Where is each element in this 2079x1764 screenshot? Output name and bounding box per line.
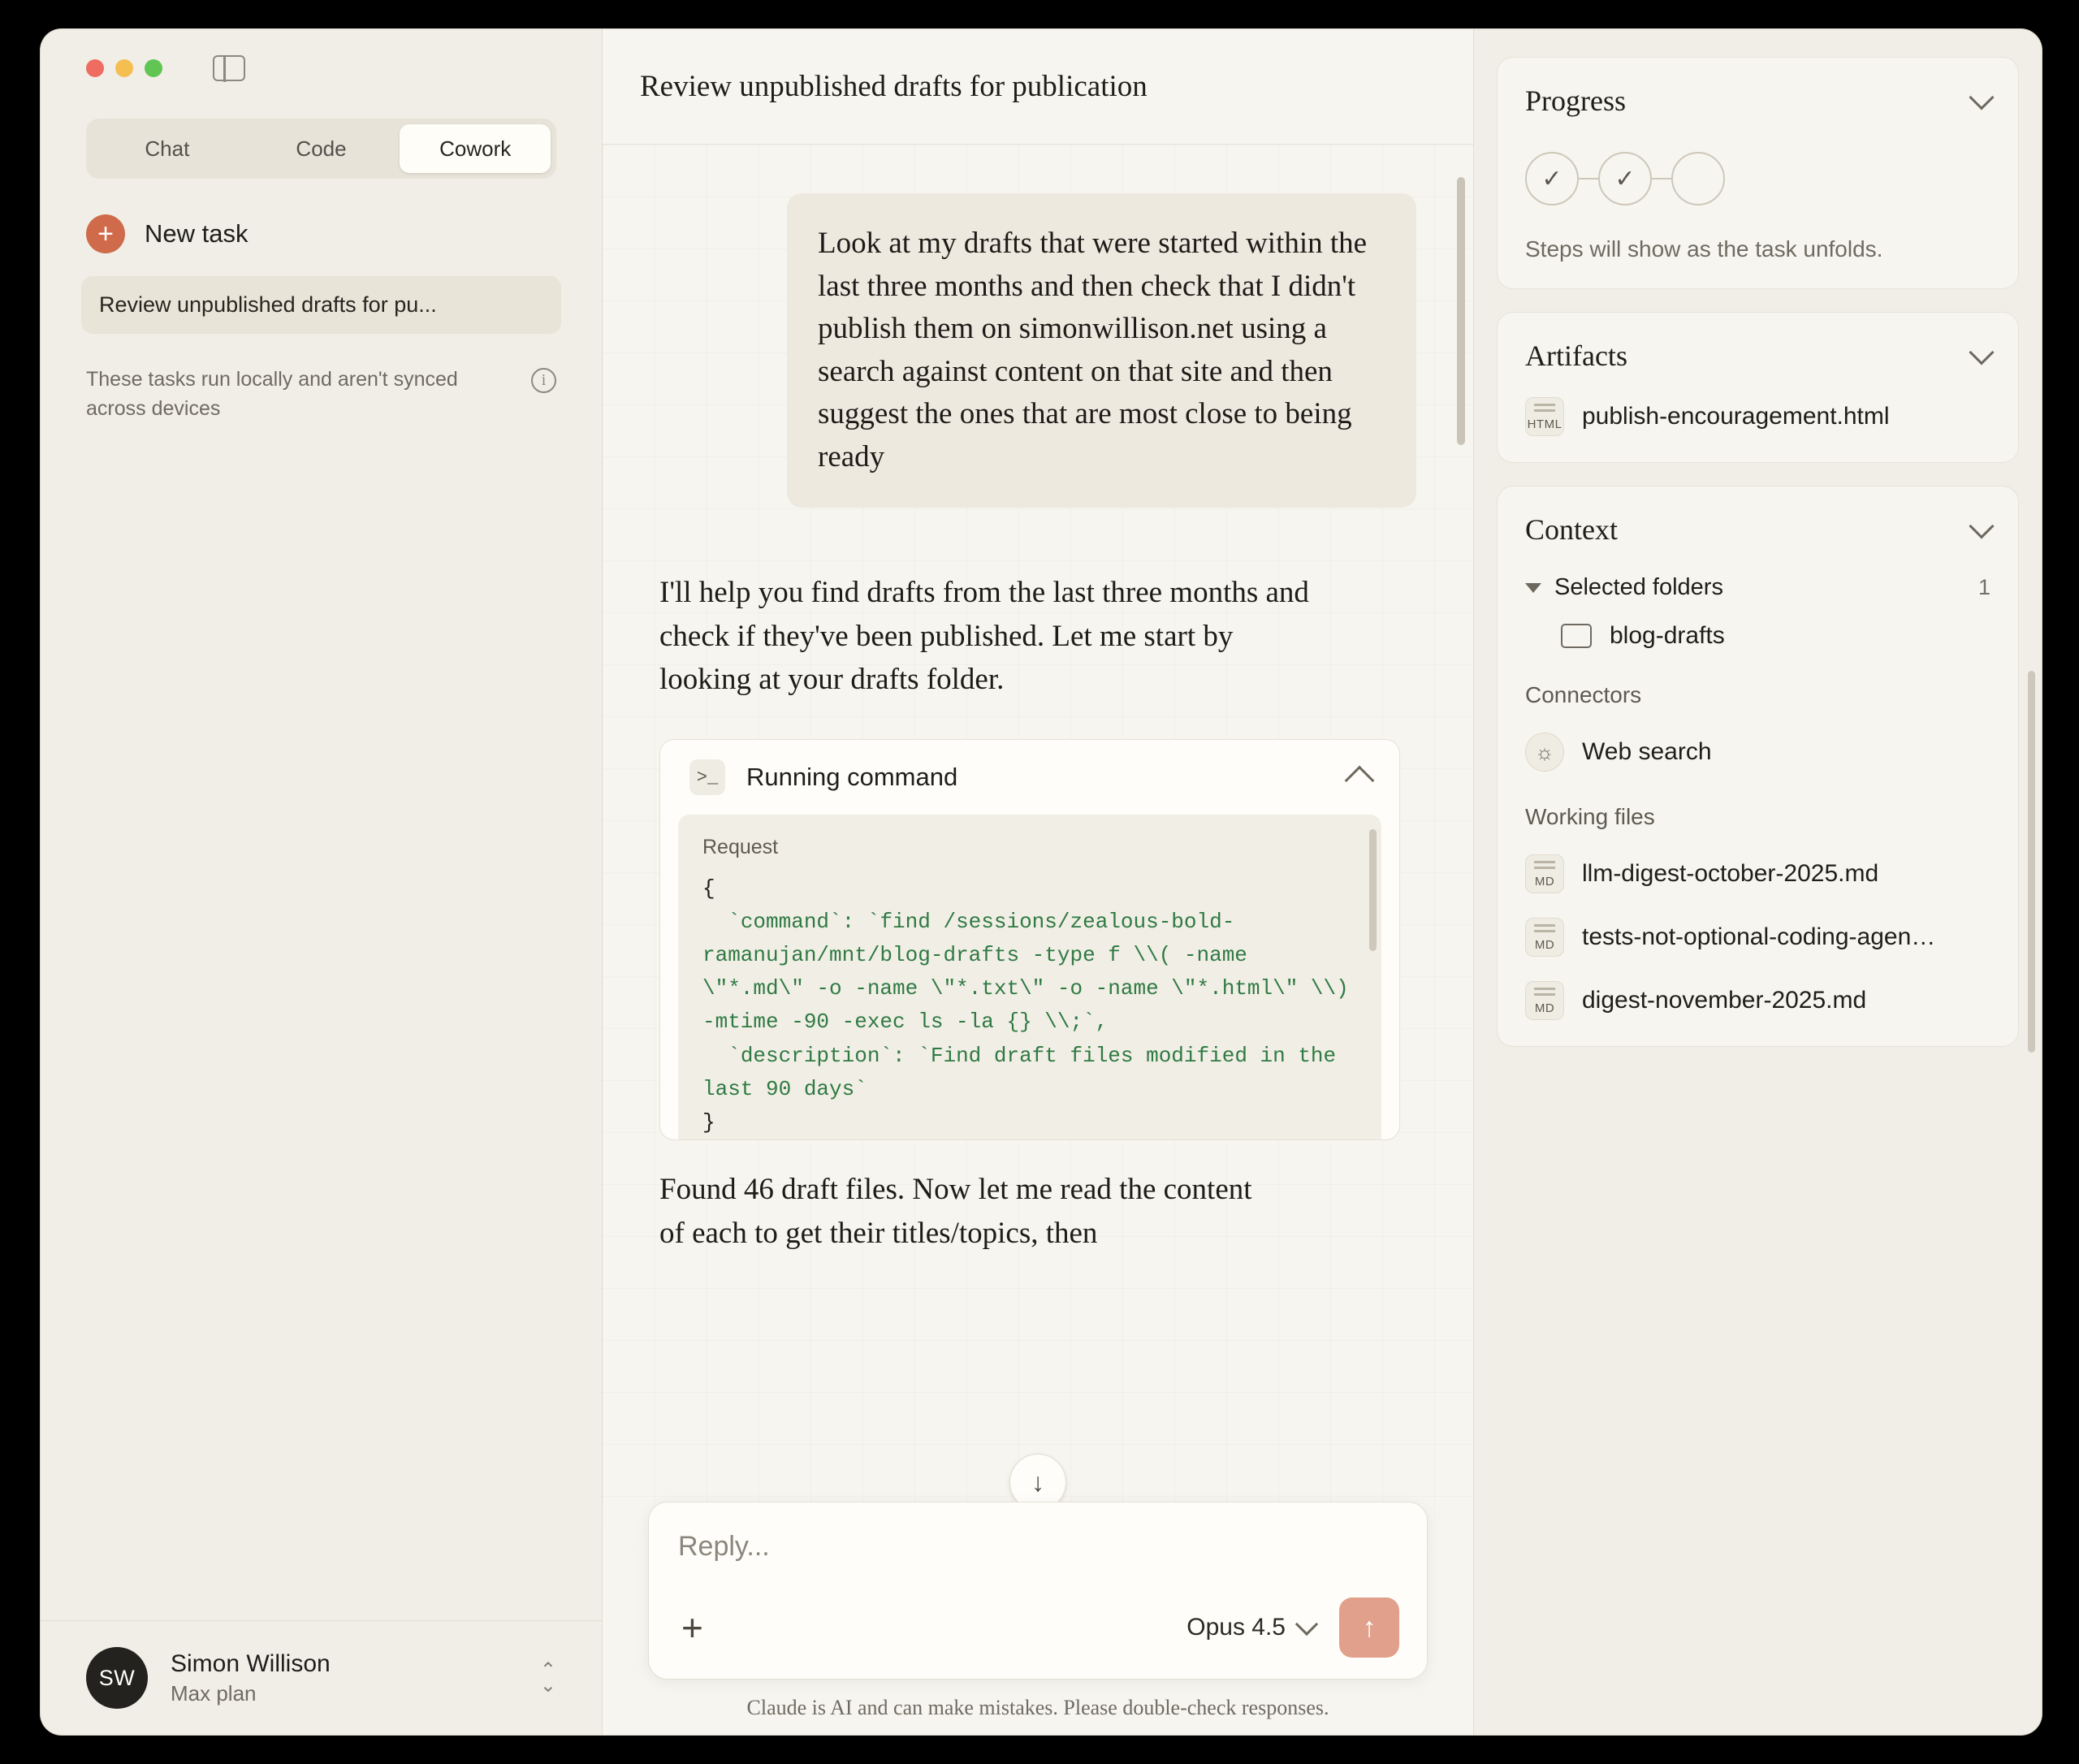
user-info bbox=[171, 1650, 331, 1706]
task-list-item[interactable] bbox=[81, 276, 561, 334]
app-window bbox=[41, 29, 2042, 1735]
tab-code[interactable]: Code bbox=[246, 124, 397, 173]
task-list-item-label: Review unpublished drafts for pu... bbox=[99, 292, 437, 317]
md-file-icon: MD bbox=[1525, 918, 1564, 957]
connectors-label: Connectors bbox=[1525, 682, 1642, 707]
sidebar bbox=[41, 29, 603, 1735]
code-line-1: `command`: `find /sessions/zealous-bold-ramanujan/mnt/blog-drafts -type f \\( -name \"*.md\" -o -name \"*.txt\" -o -name \"*.html\" \\) -mtime -90 -exec ls -la {} \\;`, bbox=[702, 910, 1362, 1035]
progress-title: Progress bbox=[1525, 84, 1626, 117]
composer-toolbar bbox=[676, 1598, 1399, 1658]
working-file-item[interactable] bbox=[1525, 918, 1990, 957]
sync-note bbox=[86, 365, 556, 424]
context-folder-name: blog-drafts bbox=[1610, 622, 1725, 649]
working-file-name: llm-digest-october-2025.md bbox=[1582, 860, 1879, 887]
chevron-down-icon[interactable] bbox=[1969, 339, 1994, 365]
request-label: Request bbox=[702, 836, 779, 859]
tab-cowork[interactable]: Cowork bbox=[400, 124, 551, 173]
tool-call-card[interactable] bbox=[659, 739, 1400, 1140]
model-selector[interactable] bbox=[1186, 1614, 1315, 1641]
selected-folders-toggle[interactable] bbox=[1525, 574, 1990, 601]
sync-note-text: These tasks run locally and aren't synced across devices bbox=[86, 368, 458, 421]
md-file-icon: MD bbox=[1525, 981, 1564, 1020]
chevron-up-icon[interactable] bbox=[1345, 766, 1375, 796]
tool-call-header[interactable] bbox=[660, 740, 1399, 815]
mode-tabs bbox=[86, 119, 556, 179]
folder-icon bbox=[1561, 624, 1592, 648]
artifact-item[interactable] bbox=[1525, 397, 1990, 436]
tool-call-body bbox=[678, 815, 1381, 1139]
minimize-window-button[interactable] bbox=[115, 59, 133, 77]
conversation-content bbox=[603, 193, 1473, 1255]
assistant-message: I'll help you find drafts from the last three months and check if they've been published. Let me start by looking at your drafts folder. bbox=[659, 576, 1309, 697]
progress-step-link bbox=[1652, 178, 1671, 179]
user-message: Look at my drafts that were started within the last three months and then check that I didn't publish them on simonwillison.net using a search against content on that site and then suggest the ones that are most close to being ready bbox=[787, 193, 1416, 508]
code-line-2: `description`: `Find draft files modified in the last 90 days` bbox=[702, 1043, 1349, 1101]
context-card-header[interactable] bbox=[1525, 512, 1990, 547]
plus-icon: + bbox=[86, 214, 125, 253]
artifacts-title: Artifacts bbox=[1525, 339, 1627, 372]
chevron-down-icon[interactable] bbox=[1969, 84, 1994, 110]
composer[interactable] bbox=[648, 1502, 1428, 1680]
artifact-name: publish-encouragement.html bbox=[1582, 403, 1890, 430]
send-button[interactable]: ↑ bbox=[1339, 1598, 1399, 1658]
main-panel bbox=[603, 29, 1473, 1735]
progress-steps bbox=[1525, 152, 1990, 205]
progress-step-1: ✓ bbox=[1525, 152, 1579, 205]
progress-card bbox=[1497, 57, 2019, 289]
connector-name: Web search bbox=[1582, 738, 1712, 765]
working-file-name: digest-november-2025.md bbox=[1582, 987, 1867, 1014]
code-line-0: { bbox=[702, 876, 715, 901]
right-panel-scrollbar[interactable] bbox=[2028, 671, 2035, 1053]
progress-card-header[interactable] bbox=[1525, 84, 1990, 118]
connector-item-web-search[interactable] bbox=[1525, 733, 1990, 772]
md-file-icon: MD bbox=[1525, 854, 1564, 893]
user-name: Simon Willison bbox=[171, 1649, 331, 1677]
working-file-name: tests-not-optional-coding-agen… bbox=[1582, 923, 1936, 950]
selected-folders-count: 1 bbox=[1977, 575, 1990, 599]
user-plan: Max plan bbox=[171, 1680, 257, 1706]
info-icon[interactable]: i bbox=[531, 368, 556, 393]
assistant-followup-message: Found 46 draft files. Now let me read the content of each to get their titles/topics, then bbox=[659, 1173, 1252, 1250]
reply-input[interactable] bbox=[676, 1530, 1399, 1563]
model-name: Opus 4.5 bbox=[1186, 1614, 1286, 1641]
right-panel bbox=[1473, 29, 2042, 1735]
progress-step-3 bbox=[1671, 152, 1725, 205]
arrow-down-icon: ↓ bbox=[1031, 1467, 1044, 1497]
selected-folders-label: Selected folders bbox=[1554, 574, 1723, 600]
new-task-label: New task bbox=[145, 219, 249, 248]
working-file-item[interactable] bbox=[1525, 981, 1990, 1020]
progress-note: Steps will show as the task unfolds. bbox=[1525, 236, 1883, 262]
close-window-button[interactable] bbox=[86, 59, 104, 77]
context-title: Context bbox=[1525, 513, 1618, 546]
chevron-down-icon[interactable] bbox=[1969, 513, 1994, 538]
chevron-updown-icon[interactable]: ⌃ ⌄ bbox=[539, 1658, 556, 1697]
window-titlebar bbox=[41, 29, 602, 107]
working-files-label: Working files bbox=[1525, 804, 1655, 829]
artifacts-card-header[interactable] bbox=[1525, 339, 1990, 373]
conversation-scrollbar[interactable] bbox=[1457, 177, 1465, 445]
working-file-item[interactable] bbox=[1525, 854, 1990, 893]
chevron-down-icon bbox=[1295, 1613, 1318, 1636]
html-file-icon: HTML bbox=[1525, 397, 1564, 436]
composer-area bbox=[603, 1502, 1473, 1735]
traffic-lights bbox=[86, 59, 162, 77]
terminal-icon: >_ bbox=[689, 759, 725, 795]
tool-call-title: Running command bbox=[746, 763, 958, 792]
globe-icon: ☼ bbox=[1525, 733, 1564, 772]
progress-step-link bbox=[1579, 178, 1598, 179]
attach-button[interactable]: + bbox=[676, 1614, 708, 1641]
new-task-button[interactable] bbox=[86, 214, 556, 253]
context-folder-item[interactable] bbox=[1561, 622, 1990, 650]
tab-chat[interactable]: Chat bbox=[92, 124, 243, 173]
page-title: Review unpublished drafts for publication bbox=[603, 29, 1473, 145]
avatar: SW bbox=[86, 1647, 148, 1709]
code-line-3: } bbox=[702, 1109, 715, 1135]
conversation-area bbox=[603, 145, 1473, 1735]
sidebar-toggle-icon[interactable] bbox=[213, 55, 245, 81]
user-account-button[interactable] bbox=[41, 1620, 602, 1735]
tool-request-code bbox=[702, 872, 1362, 1139]
progress-step-2: ✓ bbox=[1598, 152, 1652, 205]
tool-body-scrollbar[interactable] bbox=[1369, 829, 1377, 951]
maximize-window-button[interactable] bbox=[145, 59, 162, 77]
context-card bbox=[1497, 486, 2019, 1047]
artifacts-card bbox=[1497, 312, 2019, 463]
chevron-down-icon bbox=[1525, 583, 1541, 593]
disclaimer-text: Claude is AI and can make mistakes. Please double-check responses. bbox=[746, 1696, 1329, 1719]
